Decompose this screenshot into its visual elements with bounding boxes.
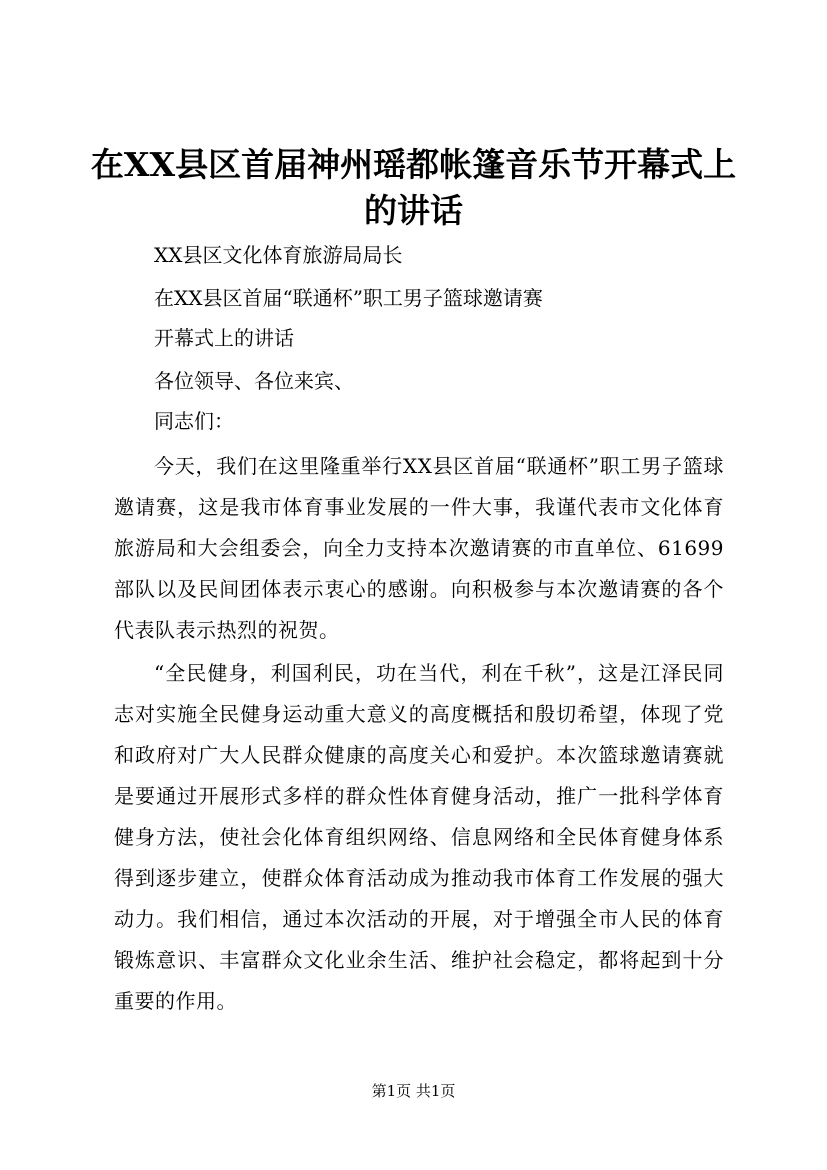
event-line: 在XX县区首届“联通杯”职工男子篮球邀请赛 (154, 286, 543, 310)
body-paragraph-2: “全民健身，利国利民，功在当代，利在千秋”，这是江泽民同志对实施全民健身运动重大意义的高度概括和殷切希望，体现了党和政府对广大人民群众健康的高度关心和爱护。本次篮球邀请赛就是要通过开展形式多样的群众性体育健身活动，推广一批科学体育健身方法，使社会化体育组织网络、信息网络和全民体育健身体系得到逐步建立，使群众体育活动成为推动我市体育工作发展的强大动力。我们相信，通过本次活动的开展，对于增强全市人民的体育锻炼意识、丰富群众文化业余生活、维护社会稳定，都将起到十分重要的作用。 (114, 661, 724, 1013)
speech-line: 开幕式上的讲话 (154, 326, 294, 350)
page-footer: 第1页 共1页 (371, 1082, 456, 1100)
body-paragraph-1: 今天，我们在这里隆重举行XX县区首届“联通杯”职工男子篮球邀请赛，这是我市体育事业发展的一件大事，我谨代表市文化体育旅游局和大会组委会，向全力支持本次邀请赛的市直单位、61699部队以及民间团体表示衷心的感谢。向积极参与本次邀请赛的各个代表队表示热烈的祝贺。 (114, 454, 724, 642)
author-line: XX县区文化体育旅游局局长 (154, 243, 403, 267)
salutation-line-2: 同志们： (154, 409, 234, 433)
salutation-line-1: 各位领导、各位来宾、 (154, 369, 354, 393)
document-title: 在XX县区首届神州瑶都帐篷音乐节开幕式上的讲话 (90, 145, 737, 230)
